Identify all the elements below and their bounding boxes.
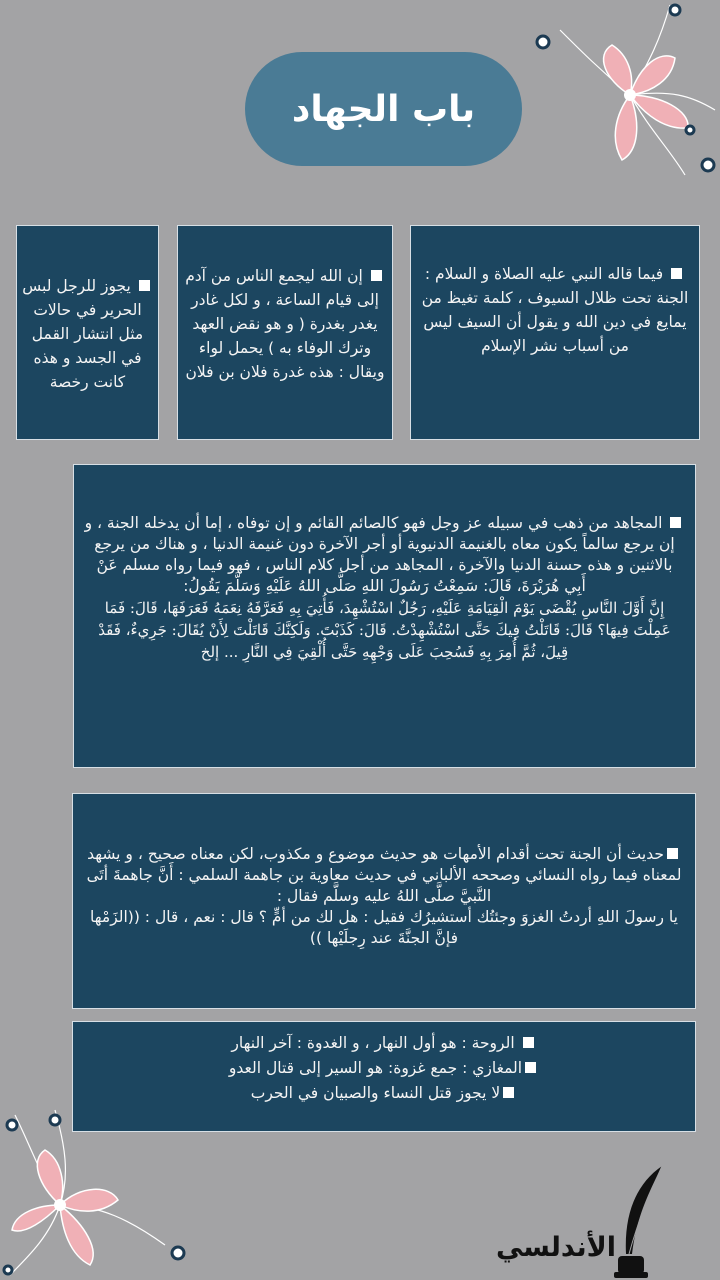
- card-mujahid: [73, 464, 696, 768]
- card-text: إن الله ليجمع الناس من آدم إلى قيام الساعة ، و لكل غادر يغدر بغدرة ( و هو نقض العهد وترك الوفاء به ) يحمل لواء ويقال : هذه غدرة فلان بن فلان: [185, 267, 385, 381]
- card-text: فيما قاله النبي عليه الصلاة و السلام : الجنة تحت ظلال السيوف ، كلمة تغيظ من يمايع في دين الله و يقول أن السيف ليس من أسباب نشر الإسلام: [421, 265, 689, 355]
- bullet-square-icon: [671, 268, 682, 279]
- author-signature: الأندلسي: [495, 1232, 617, 1263]
- card-silk: [16, 225, 159, 440]
- bullet-square-icon: [670, 517, 681, 528]
- bullet-square-icon: [503, 1087, 514, 1098]
- hadith-text: يا رسولَ اللهِ أردتُ الغزوَ وجئتُك أستشيرُك فقيل : هل لك من أمٍّ ؟ قال : نعم ، قال : ((الزَمْها فإنَّ الجنَّةَ عند رِجلَيْها )): [90, 908, 678, 947]
- bullet-square-icon: [139, 280, 150, 291]
- list-item: الروحة : هو أول النهار ، و الغدوة : آخر النهار: [81, 1031, 687, 1056]
- card-betrayal: [177, 225, 393, 440]
- flower-decoration-top-icon: [500, 0, 720, 200]
- card-text: المجاهد من ذهب في سبيله عز وجل فهو كالصائم القائم و إن توفاه ، إما أن يدخله الجنة ، و إن يرجع سالماً يكون معاه بالغنيمة الدنيوية أو أجر الآخرة دون غنيمة الدنيا ، و هناك من يرجع بالاثنين و هذه حسنة الدنيا والآخرة ، المجاهد من أجل كلام الناس ، فهو فيما رواه مسلم عَنْ أَبِي هُرَيْرَةَ، قَالَ: سَمِعْتُ رَسُولَ اللهِ صَلَّى اللهُ عَلَيْهِ وَسَلَّمَ يَقُولُ:: [84, 514, 675, 595]
- hadith-text: إِنَّ أَوَّلَ النَّاسِ يُقْضَى يَوْمَ الْقِيَامَةِ عَلَيْهِ، رَجُلٌ اسْتُشْهِدَ، فَأُتِيَ بِهِ فَعَرَّفَهُ نِعَمَهُ فَعَرَفَهَا، قَالَ: فَمَا عَمِلْتَ فِيهَا؟ قَالَ: قَاتَلْتُ فِيكَ حَتَّى اسْتُشْهِدْتُ. قَالَ: كَذَبْتَ. وَلَكِنَّكَ قَاتَلْتَ لِأَنْ يُقَالَ: جَرِيءٌ، فَقَدْ قِيلَ، ثُمَّ أُمِرَ بِهِ فَسُحِبَ عَلَى وَجْهِهِ حَتَّى أُلْقِيَ فِي النَّارِ ... إلخ: [98, 599, 671, 661]
- list-item: لا يجوز قتل النساء والصبيان في الحرب: [81, 1081, 687, 1106]
- page-title: باب الجهاد: [291, 88, 476, 130]
- card-prophet-saying: [410, 225, 700, 440]
- bullet-square-icon: [371, 270, 382, 281]
- list-item: المغازي : جمع غزوة: هو السير إلى قتال العدو: [81, 1056, 687, 1081]
- bullet-square-icon: [525, 1062, 536, 1073]
- card-mothers: [72, 793, 696, 1009]
- card-definitions: [72, 1021, 696, 1132]
- card-text: حديث أن الجنة تحت أقدام الأمهات هو حديث موضوع و مكذوب، لكن معناه صحيح ، و يشهد لمعناه فيما رواه النسائي وصححه الألباني في حديث معاوية بن جاهمة السلمي : أَنَّ جاهمةَ أتَى النَّبيَّ صلَّى اللهُ عليه وسلَّم فقال :: [86, 845, 682, 905]
- card-text: يجوز للرجل لبس الحرير في حالات مثل انتشار القمل في الجسد و هذه كانت رخصة: [22, 277, 144, 391]
- bullet-square-icon: [667, 848, 678, 859]
- bullet-square-icon: [523, 1037, 534, 1048]
- title-banner: [245, 52, 522, 166]
